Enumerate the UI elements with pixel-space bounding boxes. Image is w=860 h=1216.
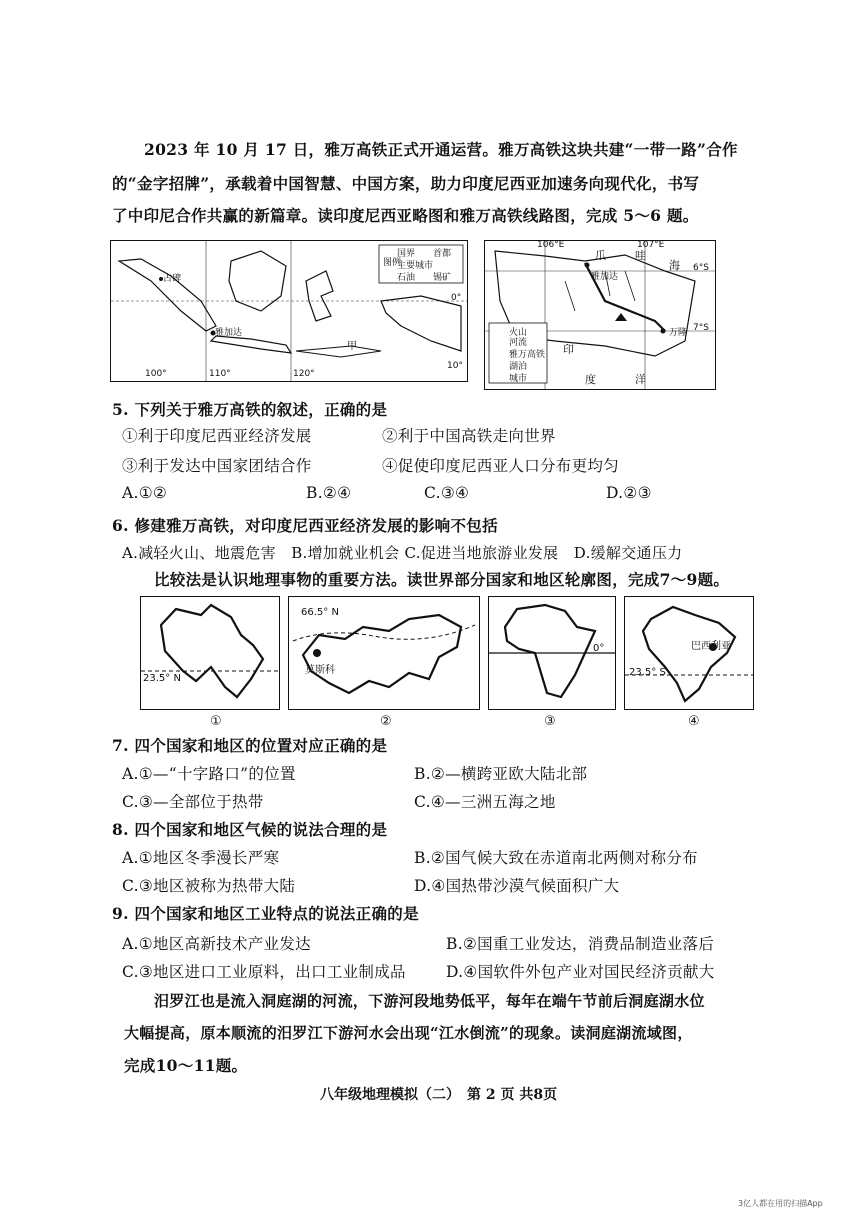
- intro3-line-1: 汨罗江也是流入洞庭湖的河流，下游河段地势低平，每年在端午节前后洞庭湖水位: [154, 992, 705, 1010]
- legend-border: 国界: [397, 249, 416, 259]
- q5-option-b: B.②④: [306, 484, 352, 502]
- rail-place-yin: 印: [563, 343, 574, 356]
- outline2-lat: 66.5° N: [301, 607, 339, 618]
- intro-line-3: 了中印尼合作共赢的新篇章。读印度尼西亚略图和雅万高铁线路图，完成 5～6 题。: [112, 206, 699, 225]
- q5-stem: 5. 下列关于雅万高铁的叙述，正确的是: [112, 400, 388, 419]
- q8-option-c: C.③地区被称为热带大陆: [122, 877, 296, 895]
- outline1-lat: 23.5° N: [143, 673, 181, 684]
- lat-tick-10: 10°: [447, 361, 463, 371]
- outline2-number: ②: [380, 714, 392, 729]
- outline4-city: 巴西利亚: [691, 641, 731, 652]
- lon-tick-100: 100°: [145, 369, 167, 379]
- q7-option-c: C.③—全部位于热带: [122, 793, 264, 811]
- q8-option-a: A.①地区冬季漫长严寒: [122, 849, 280, 867]
- outline4-number: ④: [688, 714, 700, 729]
- rail-lon-106: 106°E: [537, 240, 565, 250]
- q7-option-a: A.①—“十字路口”的位置: [122, 765, 296, 783]
- rail-lon-107: 107°E: [637, 240, 665, 250]
- rail-legend-lake: 湖泊: [509, 362, 528, 372]
- legend-tin: 锡矿: [433, 273, 452, 283]
- rail-lat-6: 6°S: [693, 263, 709, 273]
- rail-legend-volcano: 火山: [509, 328, 528, 338]
- q7-option-d: C.④—三洲五海之地: [414, 793, 556, 811]
- q9-stem: 9. 四个国家和地区工业特点的说法正确的是: [112, 904, 419, 923]
- lon-tick-110: 110°: [209, 369, 231, 379]
- rail-place-yang: 洋: [635, 373, 646, 386]
- rail-place-bandung: 万隆: [669, 328, 688, 338]
- rail-legend-city: 城市: [509, 374, 528, 384]
- q8-option-b: B.②国气候大致在赤道南北两侧对称分布: [414, 849, 698, 867]
- q8-stem: 8. 四个国家和地区气候的说法合理的是: [112, 820, 388, 839]
- q9-option-c: C.③地区进口工业原料，出口工业制成品: [122, 963, 406, 981]
- outline-map-4: [624, 596, 754, 710]
- rail-legend-river: 河流: [509, 338, 528, 348]
- legend-oil: 石油: [397, 273, 416, 283]
- q6-stem: 6. 修建雅万高铁，对印度尼西亚经济发展的影响不包括: [112, 516, 498, 535]
- rail-legend-railway: 雅万高铁: [509, 350, 546, 360]
- rail-place-du: 度: [585, 373, 596, 386]
- city-label-1: 占碑: [163, 274, 182, 284]
- lat-tick-0: 0°: [451, 293, 462, 303]
- rail-place-zhao: 爪: [595, 249, 606, 262]
- indonesia-map: [110, 240, 468, 382]
- legend-capital: 首都: [433, 249, 452, 259]
- outline-map-1: [140, 596, 280, 710]
- intro3-line-3: 完成10～11题。: [124, 1056, 248, 1075]
- page-footer: 八年级地理模拟（二） 第 2 页 共8页: [320, 1087, 558, 1103]
- intro-line-2: 的“金字招牌”，承载着中国智慧、中国方案，助力印度尼西亚加速务向现代化，书写: [112, 174, 700, 193]
- q7-option-b: B.②—横跨亚欧大陆北部: [414, 765, 588, 783]
- outline-map-3: [488, 596, 616, 710]
- outline3-lat: 0°: [593, 643, 605, 654]
- q9-option-d: D.④国软件外包产业对国民经济贡献大: [446, 963, 715, 981]
- outline4-lat: 23.5° S: [629, 667, 666, 678]
- railway-map: [484, 240, 716, 390]
- q8-option-d: D.④国热带沙漠气候面积广大: [414, 877, 620, 895]
- q7-stem: 7. 四个国家和地区的位置对应正确的是: [112, 736, 388, 755]
- q5-s1: ①利于印度尼西亚经济发展: [122, 427, 312, 445]
- outline1-number: ①: [210, 714, 222, 729]
- outline3-number: ③: [544, 714, 556, 729]
- q5-option-d: D.②③: [606, 484, 652, 502]
- scanner-watermark: 3亿人都在用的扫描App: [738, 1199, 823, 1208]
- intro-line-1: 2023 年 10 月 17 日，雅万高铁正式开通运营。雅万高铁这块共建“一带一路”合作: [144, 140, 738, 159]
- q5-s3: ③利于发达中国家团结合作: [122, 457, 312, 475]
- city-label-2: 雅加达: [215, 328, 243, 338]
- q5-option-a: A.①②: [122, 484, 168, 502]
- rail-lat-7: 7°S: [693, 323, 709, 333]
- rail-place-wa: 哇: [635, 249, 646, 262]
- rail-place-hai: 海: [669, 259, 680, 272]
- q9-option-a: A.①地区高新技术产业发达: [122, 935, 311, 953]
- q5-s2: ②利于中国高铁走向世界: [382, 427, 556, 445]
- q5-option-c: C.③④: [424, 484, 470, 502]
- q5-s4: ④促使印度尼西亚人口分布更均匀: [382, 457, 620, 475]
- q6-options: A.减轻火山、地震危害 B.增加就业机会 C.促进当地旅游业发展 D.缓解交通压力: [122, 544, 683, 562]
- q9-option-b: B.②国重工业发达，消费品制造业落后: [446, 935, 715, 953]
- point-label: 甲: [347, 341, 357, 352]
- rail-place-jakarta: 雅加达: [591, 272, 619, 282]
- legend-city: 主要城市: [397, 261, 434, 271]
- outline-map-2: [288, 596, 480, 710]
- intro3-line-2: 大幅提高，原本顺流的汨罗江下游河水会出现“江水倒流”的现象。读洞庭湖流域图，: [124, 1024, 693, 1042]
- intro2: 比较法是认识地理事物的重要方法。读世界部分国家和地区轮廓图，完成7～9题。: [154, 570, 730, 589]
- lon-tick-120: 120°: [293, 369, 315, 379]
- legend-title: 图例: [383, 258, 402, 268]
- outline2-city: 莫斯科: [305, 665, 335, 676]
